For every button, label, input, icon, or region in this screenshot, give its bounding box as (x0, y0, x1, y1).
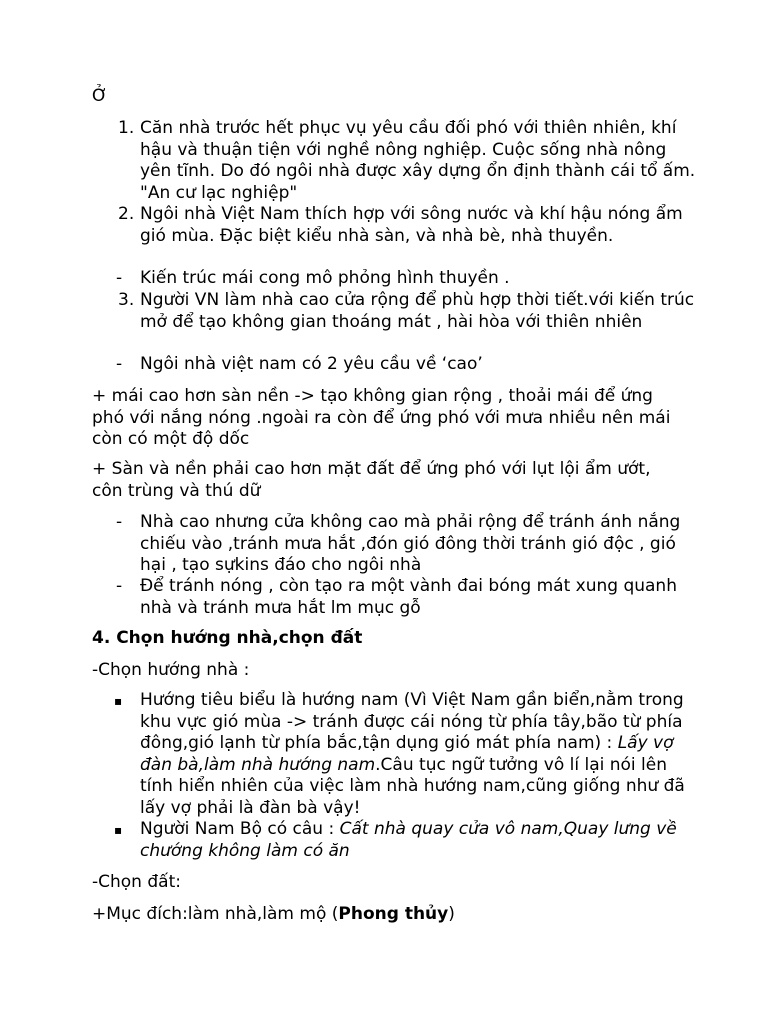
list-item-2: Ngôi nhà Việt Nam thích hợp với sông nước và khí hậu nóng ẩm gió mùa. Đặc biệt kiểu nhà sàn, và nhà bè, nhà thuyền. (140, 204, 683, 246)
section-heading-o: Ở (92, 86, 108, 106)
list-marker-3: 3. (118, 290, 135, 310)
paragraph-roof: + mái cao hơn sàn nền -> tạo không gian rộng , thoải mái để ứng phó với nắng nóng .ngoài ra còn để ứng phó với mưa nhiều nên mái còn có một độ dốc (92, 386, 671, 449)
square-bullet-icon: ▪ (114, 823, 123, 837)
purpose-suffix: ) (448, 904, 455, 924)
dash-marker: - (116, 576, 123, 596)
bullet-text: Người Nam Bộ có câu : (140, 819, 340, 839)
list-marker-2: 2. (118, 204, 135, 224)
purpose-line (92, 904, 455, 926)
list-item-3: Người VN làm nhà cao cửa rộng để phù hợp thời tiết.với kiến trúc mở để tạo không gian thoáng mát , hài hòa với thiên nhiên (140, 290, 695, 332)
choose-land-label: -Chọn đất: (92, 872, 181, 892)
dash-marker: - (116, 354, 123, 374)
purpose-prefix: +Mục đích:làm nhà,làm mộ ( (92, 904, 339, 924)
list-item-roof-shape: Kiến trúc mái cong mô phỏng hình thuyền . (140, 268, 510, 288)
paragraph-floor: + Sàn và nền phải cao hơn mặt đất để ứng phó với lụt lội ẩm ướt, côn trùng và thú dữ (92, 459, 651, 501)
dash-marker: - (116, 268, 123, 288)
bullet-text: .Câu tục ngữ tưởng vô lí lại nói lên tính hiển nhiên của việc làm nhà hướng nam,cũng giống như đã lấy vợ phải là đàn bà vậy! (140, 754, 685, 818)
proverb-italic: Cất nhà quay cửa vô nam,Quay lưng về chướng không làm có ăn (140, 819, 677, 861)
square-bullet-icon: ▪ (114, 694, 123, 708)
section-title-4: 4. Chọn hướng nhà,chọn đất (92, 628, 363, 648)
bullet-south-direction (140, 690, 700, 819)
list-item-1: Căn nhà trước hết phục vụ yêu cầu đối phó với thiên nhiên, khí hậu và thuận tiện với nghề nông nghiệp. Cuộc sống nhà nông yên tĩnh. Do đó ngôi nhà được xây dựng ổn định thành cái tổ ấm. "An cư lạc nghiệp" (140, 118, 696, 203)
dash-marker: - (116, 512, 123, 532)
purpose-bold: Phong thủy (338, 904, 449, 924)
proverb-italic: Lấy vợ đàn bà,làm nhà hướng nam (140, 733, 674, 775)
list-item-wide-door: Nhà cao nhưng cửa không cao mà phải rộng để tránh ánh nắng chiếu vào ,tránh mưa hắt ,đón gió đông thời tránh gió độc , gió hại , tạo sựkins đáo cho ngôi nhà (140, 512, 681, 575)
choose-direction-label: -Chọn hướng nhà : (92, 660, 250, 680)
bullet-nam-bo-saying (140, 819, 700, 862)
bullet-text: Hướng tiêu biểu là hướng nam (Vì Việt Nam gần biển,nằm trong khu vực gió mùa -> tránh được cái nóng từ phía tây,bão từ phía đông,gió lạnh từ phía bắc,tận dụng gió mát phía nam) : (140, 690, 684, 753)
list-item-shade-belt: Để tránh nóng , còn tạo ra một vành đai bóng mát xung quanh nhà và tránh mưa hắt lm mục gỗ (140, 576, 677, 618)
list-item-cao-requirement: Ngôi nhà việt nam có 2 yêu cầu về ‘cao’ (140, 354, 483, 374)
list-marker-1: 1. (118, 118, 135, 138)
